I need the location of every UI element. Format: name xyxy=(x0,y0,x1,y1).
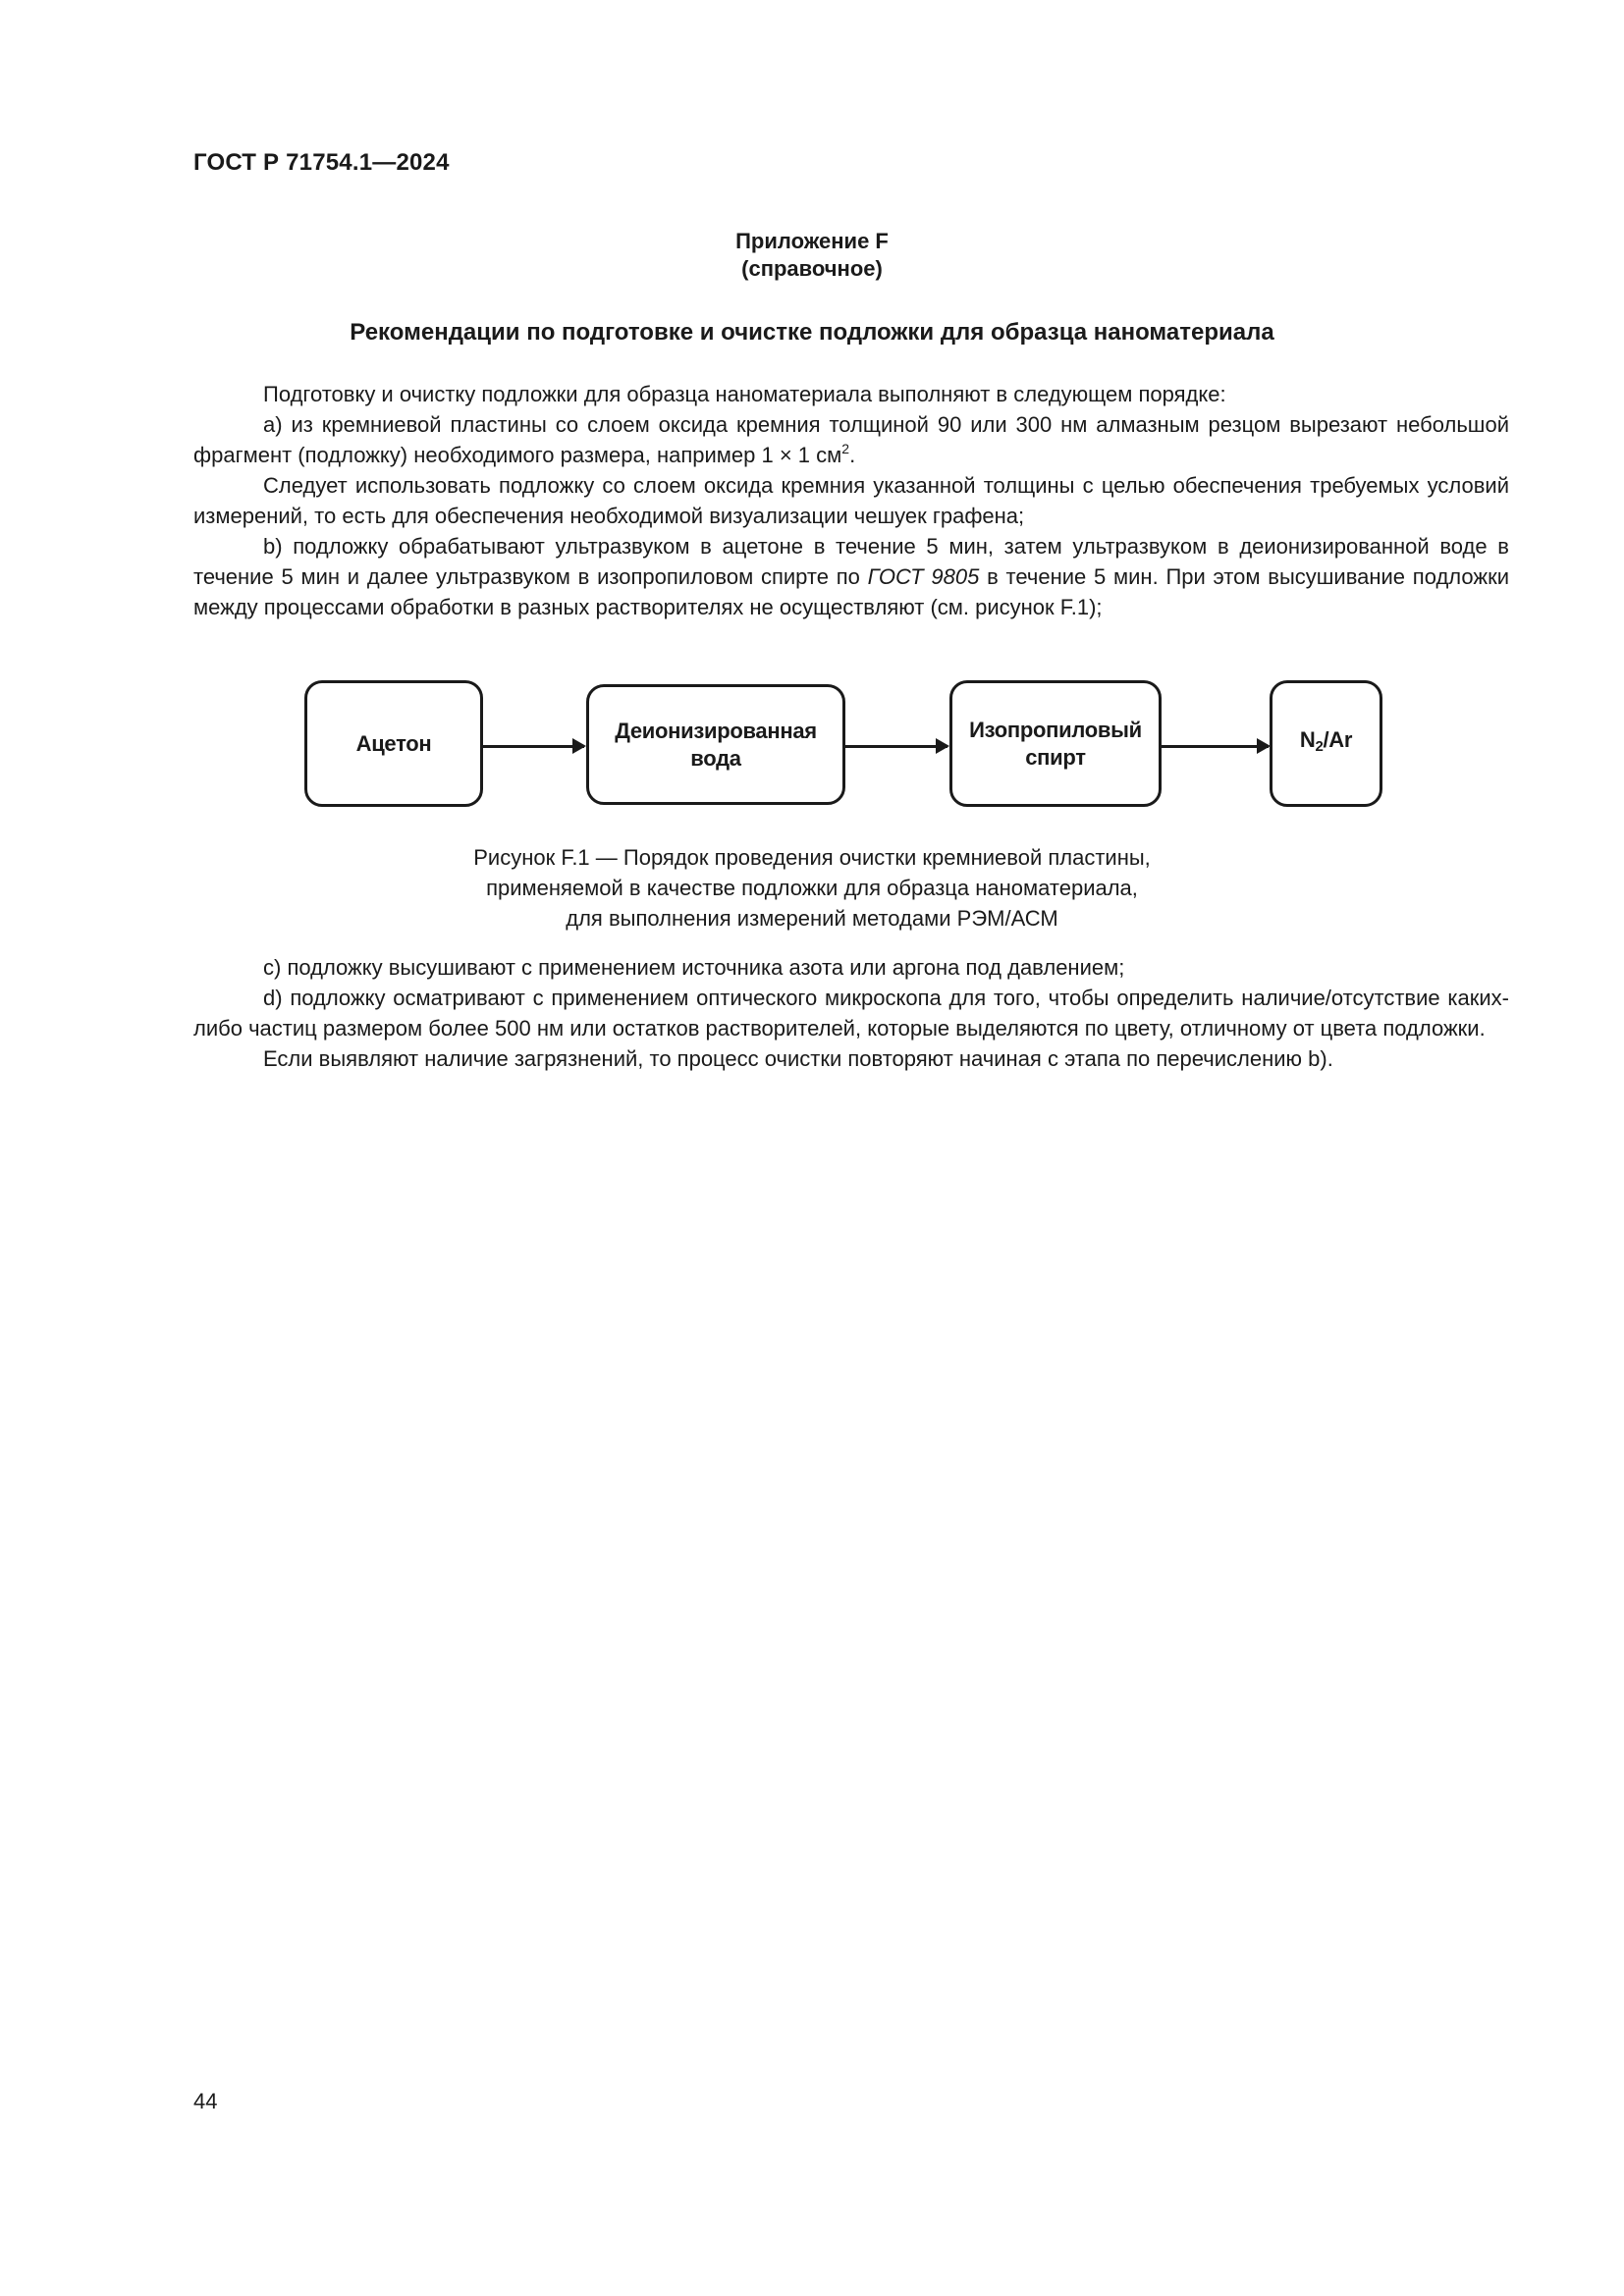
step-water-box xyxy=(586,684,845,805)
step-isopropanol-line1: Изопропиловый xyxy=(969,717,1142,742)
step-acetone-box xyxy=(304,680,483,807)
arrow-2 xyxy=(845,745,947,748)
text-block-top xyxy=(193,379,1509,622)
document-code: ГОСТ Р 71754.1—2024 xyxy=(193,149,450,176)
step-isopropanol-box xyxy=(949,680,1162,807)
item-b-text-1: b) подложку обрабатывают ультразвуком в ацетоне в течение 5 мин, затем ультразвуком в деионизированной воде в течение 5 мин и далее ультразвуком в изопропиловом спирте по xyxy=(193,534,1509,589)
item-a-end: . xyxy=(849,443,856,467)
arrow-3 xyxy=(1162,745,1269,748)
item-c-paragraph: с) подложку высушивают с применением источника азота или аргона под давлением; xyxy=(263,955,1125,980)
step-isopropanol-line2: спирт xyxy=(1025,744,1086,770)
section-heading: Рекомендации по подготовке и очистке подложки для образца наноматериала xyxy=(350,319,1274,346)
step-water-line1: Деионизированная xyxy=(615,718,817,743)
text-block-bottom xyxy=(193,952,1509,1074)
item-d-paragraph: d) подложку осматривают с применением оптического микроскопа для того, чтобы определить наличие/отсутствие каких-либо частиц размером более 500 нм или остатков растворителей, которые выделяются по цвету, отличному от цвета подложки. xyxy=(193,986,1509,1041)
annex-type: (справочное) xyxy=(741,256,883,281)
item-a-paragraph xyxy=(193,409,1509,470)
n2-subscript: 2 xyxy=(1315,738,1324,755)
gost-reference: ГОСТ 9805 xyxy=(867,564,980,589)
arrow-1 xyxy=(483,745,584,748)
intro-paragraph: Подготовку и очистку подложки для образца наноматериала выполняют в следующем порядке: xyxy=(263,382,1226,406)
item-a-superscript: 2 xyxy=(841,441,850,456)
annex-header xyxy=(0,228,1624,283)
item-b-paragraph xyxy=(193,531,1509,622)
n2-main: N xyxy=(1299,727,1316,752)
caption-line-3: для выполнения измерений методами РЭМ/АСМ xyxy=(566,906,1058,931)
caption-line-1: Рисунок F.1 — Порядок проведения очистки кремниевой пластины, xyxy=(473,845,1151,870)
caption-line-2: применяемой в качестве подложки для образца наноматериала, xyxy=(486,876,1138,900)
step-water-line2: вода xyxy=(690,745,741,771)
flowchart xyxy=(0,667,1624,825)
annex-title: Приложение F xyxy=(735,229,889,253)
step-n2-ar-box xyxy=(1270,680,1382,807)
final-note-paragraph: Если выявляют наличие загрязнений, то процесс очистки повторяют начиная с этапа по перечислению b). xyxy=(263,1046,1333,1071)
step-acetone-label: Ацетон xyxy=(355,730,432,756)
note-a-paragraph: Следует использовать подложку со слоем оксида кремния указанной толщины с целью обеспечения требуемых условий измерений, то есть для обеспечения необходимой визуализации чешуек графена; xyxy=(193,473,1509,528)
n2-rest: /Ar xyxy=(1323,727,1353,752)
item-a-text: а) из кремниевой пластины со слоем оксида кремния толщиной 90 или 300 нм алмазным резцом вырезают небольшой фрагмент (подложку) необходимого размера, например 1 × 1 см xyxy=(193,412,1509,467)
figure-caption xyxy=(0,842,1624,934)
step-n2-ar-label xyxy=(1300,726,1352,761)
item-b-text-2: в течение 5 мин. При этом высушивание подложки между процессами обработки в разных растворителях не осуществляют (см. рисунок F.1); xyxy=(193,564,1510,619)
page-number: 44 xyxy=(193,2089,218,2113)
